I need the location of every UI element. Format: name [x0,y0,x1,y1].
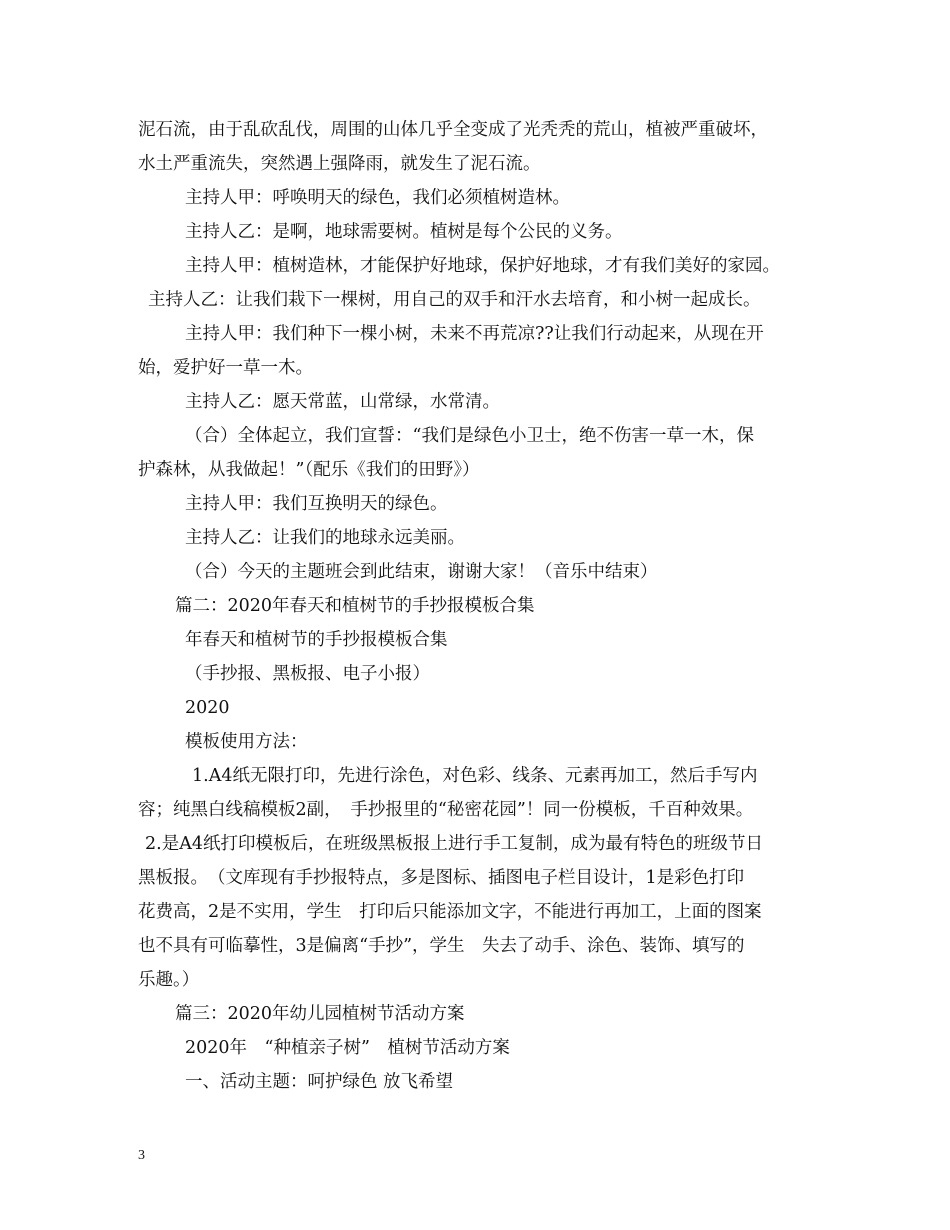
text-line: 主持人乙：愿天常蓝，山常绿，水常清。 [185,392,500,412]
section-heading: 篇二：2020年春天和植树节的手抄报模板合集 [175,596,535,616]
text-line: 也不具有可临摹性，3是偏离“手抄”，学生 失去了动手、涂色、装饰、填写的 [138,936,745,956]
page-number: 3 [138,1148,145,1163]
text-line: 年春天和植树节的手抄报模板合集 [185,630,448,650]
section-heading: 篇三：2020年幼儿园植树节活动方案 [175,1004,465,1024]
text-line: 主持人乙：是啊，地球需要树。植树是每个公民的义务。 [185,222,623,242]
text-line: 2020 [185,698,230,718]
text-line: 始，爱护好一草一木。 [138,358,313,378]
text-line: 一、活动主题：呵护绿色 放飞希望 [185,1072,454,1092]
text-line: 2.是A4纸打印模板后，在班级黑板报上进行手工复制，成为最有特色的班级节日 [145,834,763,854]
text-line: 主持人乙：让我们栽下一棵树，用自己的双手和汗水去培育，和小树一起成长。 [148,290,761,310]
text-line: 花费高，2是不实用，学生 打印后只能添加文字，不能进行再加工，上面的图案 [138,902,762,922]
text-line: 主持人甲：我们互换明天的绿色。 [185,494,448,514]
text-line: 2020年 “种植亲子树” 植树节活动方案 [185,1038,510,1058]
text-line: 护森林，从我做起！”（配乐《我们的田野》） [138,460,480,480]
text-line: 1.A4纸无限打印，先进行涂色，对色彩、线条、元素再加工，然后手写内 [192,766,758,786]
text-line: 主持人甲：我们种下一棵小树，未来不再荒凉??让我们行动起来，从现在开 [185,324,764,344]
text-line: 水土严重流失，突然遇上强降雨，就发生了泥石流。 [138,154,541,174]
text-line: 泥石流，由于乱砍乱伐，周围的山体几乎全变成了光秃秃的荒山，植被严重破坏， [138,120,768,140]
text-line: （合）今天的主题班会到此结束，谢谢大家！（音乐中结束） [185,562,658,582]
text-line: 主持人乙：让我们的地球永远美丽。 [185,528,465,548]
text-line: （手抄报、黑板报、电子小报） [185,664,430,684]
text-line: 主持人甲：植树造林，才能保护好地球，保护好地球，才有我们美好的家园。 [185,256,780,276]
text-line: 黑板报。 （文库现有手抄报特点，多是图标、插图电子栏目设计，1是彩色打印 [138,868,745,888]
text-line: 容；纯黑白线稿模板2副， 手抄报里的“秘密花园”！同一份模板，千百种效果。 [138,800,754,820]
text-line: 主持人甲：呼唤明天的绿色，我们必须植树造林。 [185,188,570,208]
text-line: 乐趣。） [138,970,200,990]
text-line: 模板使用方法： [185,732,308,752]
text-line: （合）全体起立，我们宣誓：“我们是绿色小卫士，绝不伤害一草一木，保 [185,426,754,446]
